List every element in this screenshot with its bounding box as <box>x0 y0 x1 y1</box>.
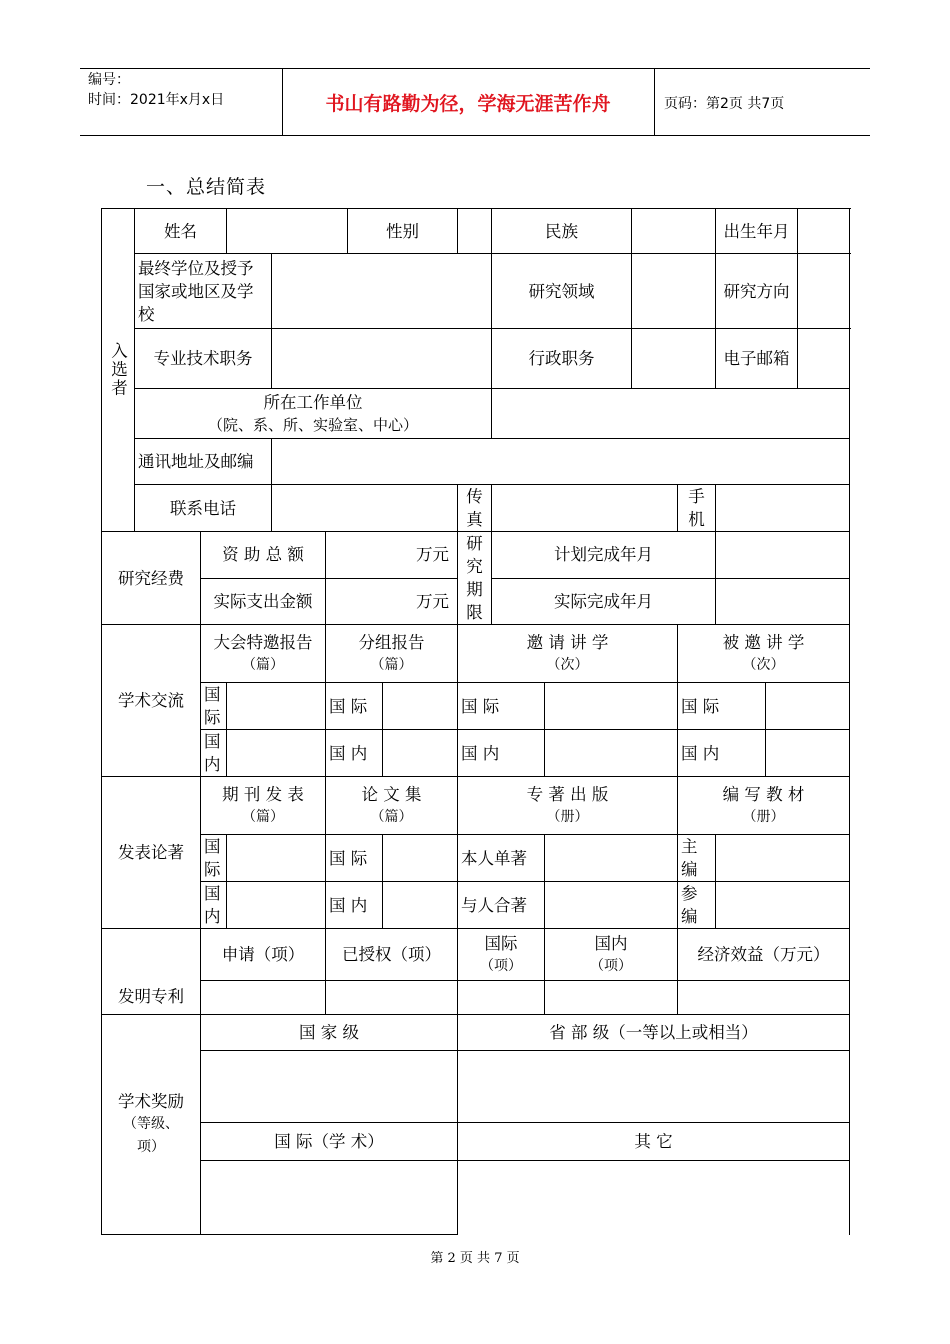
pub-dom-label-2: 国 内 <box>326 882 383 929</box>
exchange-intl-field-1[interactable] <box>227 683 326 730</box>
exchange-col-group: 分组报告 （篇） <box>326 625 458 683</box>
awards-national-field[interactable] <box>201 1051 458 1123</box>
birth-field[interactable] <box>798 209 850 254</box>
summary-table <box>101 208 850 1235</box>
section-title: 一、总结简表 <box>146 176 267 198</box>
pub-chief-label: 主 编 <box>678 835 716 882</box>
awards-provincial-label: 省 部 级（一等以上或相当） <box>458 1015 850 1051</box>
patent-dom-field[interactable] <box>545 981 678 1015</box>
period-label: 研究期限 <box>458 532 492 625</box>
time-label: 时间：2021年x月x日 <box>88 92 225 108</box>
patent-label: 发明专利 <box>102 929 201 1015</box>
fax-label: 传真 <box>458 485 492 532</box>
pub-single-field[interactable] <box>545 835 678 882</box>
name-field[interactable] <box>227 209 348 254</box>
exchange-intl-label-3: 国 际 <box>458 683 545 730</box>
pub-intl-label-2: 国 际 <box>326 835 383 882</box>
funding-total-label: 资 助 总 额 <box>201 532 326 579</box>
mobile-label: 手机 <box>678 485 716 532</box>
phone-field[interactable] <box>272 485 458 532</box>
workplace-field[interactable] <box>492 389 850 439</box>
exchange-dom-label-4: 国 内 <box>678 730 766 777</box>
exchange-intl-label-1: 国 际 <box>201 683 227 730</box>
exchange-dom-field-1[interactable] <box>227 730 326 777</box>
pub-col-monograph: 专 著 出 版 （册） <box>458 777 678 835</box>
degree-field[interactable] <box>272 254 492 329</box>
actual-completion-label: 实际完成年月 <box>492 578 716 625</box>
pub-intl-field-2[interactable] <box>383 835 458 882</box>
pub-chief-field[interactable] <box>716 835 850 882</box>
awards-international-field[interactable] <box>201 1161 458 1235</box>
serial-label: 编号： <box>88 72 130 88</box>
pub-co-label: 参 编 <box>678 882 716 929</box>
phone-label: 联系电话 <box>135 485 272 532</box>
exchange-dom-label-3: 国 内 <box>458 730 545 777</box>
pub-joint-field[interactable] <box>545 882 678 929</box>
pub-dom-label-1: 国 内 <box>201 882 227 929</box>
pub-intl-label-1: 国 际 <box>201 835 227 882</box>
patent-benefit-field[interactable] <box>678 981 850 1015</box>
pub-single-label: 本人单著 <box>458 835 545 882</box>
exchange-intl-field-3[interactable] <box>545 683 678 730</box>
exchange-dom-label-2: 国 内 <box>326 730 383 777</box>
degree-label: 最终学位及授予国家或地区及学校 <box>135 254 272 329</box>
header-bottom-rule <box>80 135 870 136</box>
header-motto: 书山有路勤为径，学海无涯苦作舟 <box>325 93 611 115</box>
exchange-intl-field-2[interactable] <box>383 683 458 730</box>
address-label: 通讯地址及邮编 <box>135 439 272 485</box>
admin-title-field[interactable] <box>632 329 716 389</box>
awards-other-field[interactable] <box>458 1161 850 1235</box>
header-page-info: 页码：第2页 共7页 <box>664 96 785 112</box>
header-divider-right <box>654 68 655 136</box>
patent-granted-field[interactable] <box>326 981 458 1015</box>
research-direction-label: 研究方向 <box>716 254 798 329</box>
planned-completion-label: 计划完成年月 <box>492 532 716 579</box>
actual-spend-label: 实际支出金额 <box>201 578 326 625</box>
exchange-dom-field-4[interactable] <box>766 730 850 777</box>
pub-intl-field-1[interactable] <box>227 835 326 882</box>
pub-dom-field-2[interactable] <box>383 882 458 929</box>
gender-field[interactable] <box>458 209 492 254</box>
actual-spend-unit[interactable]: 万元 <box>326 578 458 625</box>
name-label: 姓名 <box>135 209 227 254</box>
fax-field[interactable] <box>492 485 678 532</box>
actual-completion-field[interactable] <box>716 578 850 625</box>
exchange-dom-label-1: 国 内 <box>201 730 227 777</box>
workplace-title: 所在工作单位 <box>263 392 363 412</box>
tech-title-field[interactable] <box>272 329 492 389</box>
pub-col-proceedings: 论 文 集 （篇） <box>326 777 458 835</box>
patent-apply-field[interactable] <box>201 981 326 1015</box>
patent-granted-label: 已授权（项） <box>326 929 458 981</box>
research-field-field[interactable] <box>632 254 716 329</box>
awards-other-label: 其 它 <box>458 1123 850 1161</box>
patent-intl-label: 国际 （项） <box>458 929 545 981</box>
exchange-col-keynote: 大会特邀报告 （篇） <box>201 625 326 683</box>
admin-title-label: 行政职务 <box>492 329 632 389</box>
ethnicity-field[interactable] <box>632 209 716 254</box>
workplace-label <box>135 389 492 439</box>
patent-intl-field[interactable] <box>458 981 545 1015</box>
tech-title-label: 专业技术职务 <box>135 329 272 389</box>
awards-label <box>102 1015 201 1235</box>
pub-co-field[interactable] <box>716 882 850 929</box>
research-direction-field[interactable] <box>798 254 850 329</box>
pub-joint-label: 与人合著 <box>458 882 545 929</box>
exchange-col-invited: 被 邀 讲 学 （次） <box>678 625 850 683</box>
pub-col-textbook: 编 写 教 材 （册） <box>678 777 850 835</box>
exchange-intl-label-4: 国 际 <box>678 683 766 730</box>
research-field-label: 研究领域 <box>492 254 632 329</box>
mobile-field[interactable] <box>716 485 850 532</box>
candidate-group-label: 入选者 <box>102 209 135 532</box>
funding-total-unit[interactable]: 万元 <box>326 532 458 579</box>
awards-provincial-field[interactable] <box>458 1051 850 1123</box>
address-field[interactable] <box>272 439 850 485</box>
gender-label: 性别 <box>348 209 458 254</box>
pub-dom-field-1[interactable] <box>227 882 326 929</box>
exchange-col-invite: 邀 请 讲 学 （次） <box>458 625 678 683</box>
header-top-rule <box>80 68 870 69</box>
patent-dom-label: 国内 （项） <box>545 929 678 981</box>
birth-label: 出生年月 <box>716 209 798 254</box>
email-field[interactable] <box>798 329 850 389</box>
awards-label-sub: （等级、项） <box>123 1116 179 1155</box>
ethnicity-label: 民族 <box>492 209 632 254</box>
awards-national-label: 国 家 级 <box>201 1015 458 1051</box>
header-meta <box>88 70 224 110</box>
exchange-intl-label-2: 国 际 <box>326 683 383 730</box>
awards-label-title: 学术奖励 <box>118 1092 184 1111</box>
publications-label: 发表论著 <box>102 777 201 929</box>
pub-col-journal: 期 刊 发 表 （篇） <box>201 777 326 835</box>
workplace-subtitle: （院、系、所、实验室、中心） <box>208 415 419 434</box>
exchange-label: 学术交流 <box>102 625 201 777</box>
exchange-dom-field-3[interactable] <box>545 730 678 777</box>
exchange-dom-field-2[interactable] <box>383 730 458 777</box>
awards-international-label: 国 际（学 术） <box>201 1123 458 1161</box>
exchange-intl-field-4[interactable] <box>766 683 850 730</box>
email-label: 电子邮箱 <box>716 329 798 389</box>
planned-completion-field[interactable] <box>716 532 850 579</box>
patent-benefit-label: 经济效益（万元） <box>678 929 850 981</box>
patent-apply-label: 申请（项） <box>201 929 326 981</box>
page-footer: 第 2 页 共 7 页 <box>430 1251 520 1266</box>
funding-label: 研究经费 <box>102 532 201 625</box>
